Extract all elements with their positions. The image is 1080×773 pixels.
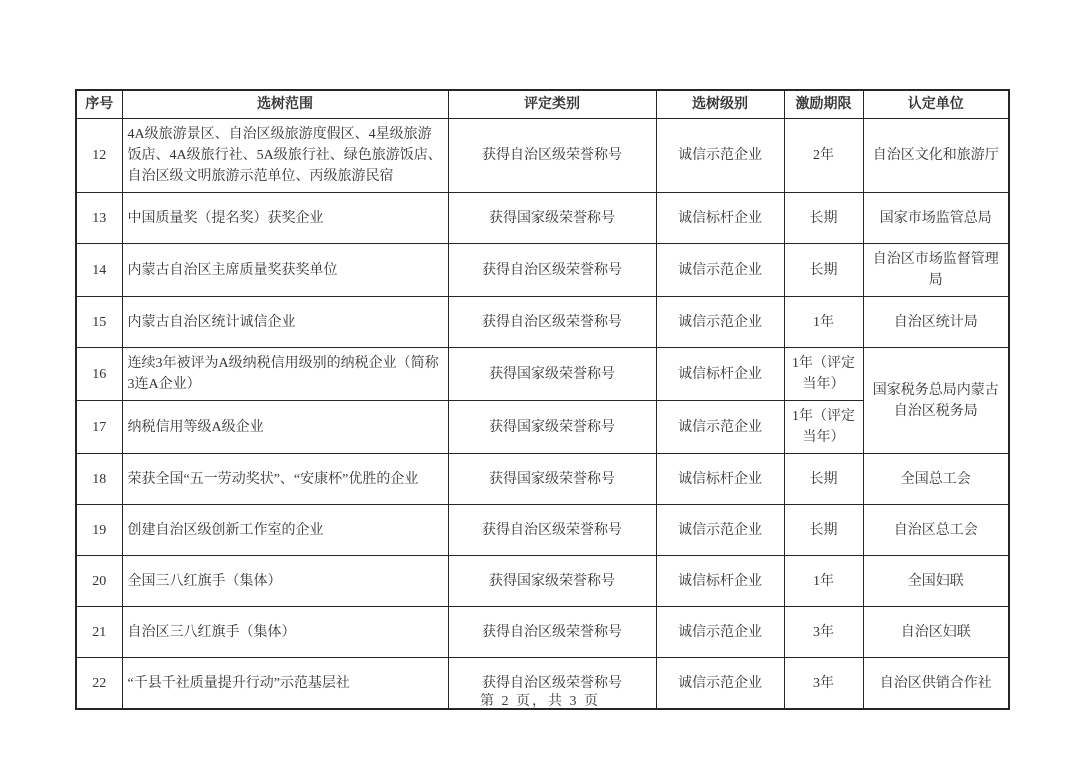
column-header: 选树范围 xyxy=(122,90,448,119)
cell-period: 1年 xyxy=(784,297,863,348)
cell-index: 14 xyxy=(76,244,122,297)
cell-scope: 荣获全国“五一劳动奖状”、“安康杯”优胜的企业 xyxy=(122,454,448,505)
cell-level: 诚信标杆企业 xyxy=(656,348,784,401)
cell-level: 诚信示范企业 xyxy=(656,401,784,454)
cell-level: 诚信标杆企业 xyxy=(656,454,784,505)
cell-unit: 自治区统计局 xyxy=(863,297,1009,348)
cell-scope: 中国质量奖（提名奖）获奖企业 xyxy=(122,193,448,244)
table-body xyxy=(76,119,1009,710)
table-row xyxy=(76,348,1009,401)
cell-category: 获得自治区级荣誉称号 xyxy=(448,658,656,710)
cell-unit: 国家市场监管总局 xyxy=(863,193,1009,244)
column-header: 序号 xyxy=(76,90,122,119)
cell-unit: 自治区文化和旅游厅 xyxy=(863,119,1009,193)
cell-period: 3年 xyxy=(784,658,863,710)
cell-level: 诚信示范企业 xyxy=(656,607,784,658)
header-row xyxy=(76,90,1009,119)
cell-unit: 全国总工会 xyxy=(863,454,1009,505)
cell-scope: 连续3年被评为A级纳税信用级别的纳税企业（简称3连A企业） xyxy=(122,348,448,401)
cell-scope: 内蒙古自治区主席质量奖获奖单位 xyxy=(122,244,448,297)
cell-period: 2年 xyxy=(784,119,863,193)
cell-period: 1年（评定当年） xyxy=(784,401,863,454)
cell-category: 获得国家级荣誉称号 xyxy=(448,193,656,244)
table-header xyxy=(76,90,1009,119)
table-row xyxy=(76,193,1009,244)
cell-unit: 自治区供销合作社 xyxy=(863,658,1009,710)
cell-scope: 4A级旅游景区、自治区级旅游度假区、4星级旅游饭店、4A级旅行社、5A级旅行社、绿色旅游饭店、自治区级文明旅游示范单位、丙级旅游民宿 xyxy=(122,119,448,193)
cell-category: 获得自治区级荣誉称号 xyxy=(448,244,656,297)
cell-unit: 全国妇联 xyxy=(863,556,1009,607)
cell-index: 21 xyxy=(76,607,122,658)
cell-category: 获得国家级荣誉称号 xyxy=(448,454,656,505)
cell-level: 诚信示范企业 xyxy=(656,119,784,193)
column-header: 激励期限 xyxy=(784,90,863,119)
cell-unit: 自治区市场监督管理局 xyxy=(863,244,1009,297)
cell-level: 诚信示范企业 xyxy=(656,505,784,556)
cell-index: 19 xyxy=(76,505,122,556)
cell-index: 16 xyxy=(76,348,122,401)
cell-level: 诚信示范企业 xyxy=(656,658,784,710)
cell-unit: 自治区妇联 xyxy=(863,607,1009,658)
cell-category: 获得国家级荣誉称号 xyxy=(448,401,656,454)
column-header: 认定单位 xyxy=(863,90,1009,119)
cell-scope: 创建自治区级创新工作室的企业 xyxy=(122,505,448,556)
cell-scope: “千县千社质量提升行动”示范基层社 xyxy=(122,658,448,710)
cell-period: 1年 xyxy=(784,556,863,607)
cell-period: 长期 xyxy=(784,454,863,505)
cell-period: 长期 xyxy=(784,505,863,556)
table-row xyxy=(76,607,1009,658)
cell-unit: 自治区总工会 xyxy=(863,505,1009,556)
column-header: 评定类别 xyxy=(448,90,656,119)
cell-scope: 自治区三八红旗手（集体） xyxy=(122,607,448,658)
table-row xyxy=(76,454,1009,505)
table-row xyxy=(76,505,1009,556)
cell-level: 诚信示范企业 xyxy=(656,297,784,348)
cell-index: 12 xyxy=(76,119,122,193)
table-row xyxy=(76,297,1009,348)
cell-level: 诚信示范企业 xyxy=(656,244,784,297)
cell-unit: 国家税务总局内蒙古自治区税务局 xyxy=(863,348,1009,454)
cell-index: 22 xyxy=(76,658,122,710)
cell-category: 获得自治区级荣誉称号 xyxy=(448,297,656,348)
cell-category: 获得国家级荣誉称号 xyxy=(448,348,656,401)
cell-category: 获得国家级荣誉称号 xyxy=(448,556,656,607)
cell-index: 15 xyxy=(76,297,122,348)
cell-index: 20 xyxy=(76,556,122,607)
cell-index: 17 xyxy=(76,401,122,454)
cell-period: 长期 xyxy=(784,244,863,297)
cell-category: 获得自治区级荣誉称号 xyxy=(448,607,656,658)
table-row xyxy=(76,119,1009,193)
column-header: 选树级别 xyxy=(656,90,784,119)
cell-period: 长期 xyxy=(784,193,863,244)
cell-index: 18 xyxy=(76,454,122,505)
page-number: 第 2 页，共 3 页 xyxy=(480,694,600,709)
cell-level: 诚信标杆企业 xyxy=(656,556,784,607)
cell-index: 13 xyxy=(76,193,122,244)
cell-period: 1年（评定当年） xyxy=(784,348,863,401)
table-row xyxy=(76,244,1009,297)
award-table xyxy=(75,89,1010,710)
cell-category: 获得自治区级荣誉称号 xyxy=(448,119,656,193)
cell-period: 3年 xyxy=(784,607,863,658)
cell-scope: 纳税信用等级A级企业 xyxy=(122,401,448,454)
table-row xyxy=(76,556,1009,607)
cell-scope: 内蒙古自治区统计诚信企业 xyxy=(122,297,448,348)
cell-scope: 全国三八红旗手（集体） xyxy=(122,556,448,607)
cell-category: 获得自治区级荣誉称号 xyxy=(448,505,656,556)
cell-level: 诚信标杆企业 xyxy=(656,193,784,244)
